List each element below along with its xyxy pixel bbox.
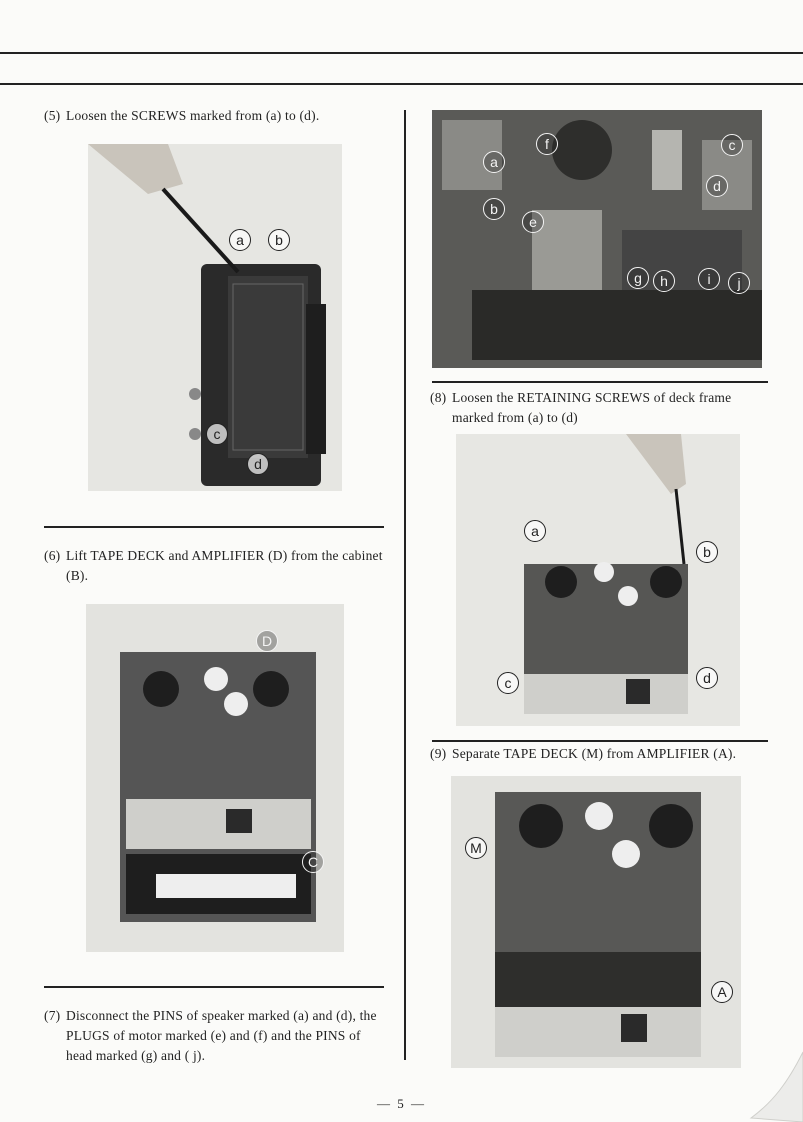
marker-b: b bbox=[483, 198, 505, 220]
marker-D: D bbox=[256, 630, 278, 652]
marker-h: h bbox=[653, 270, 675, 292]
marker-a: a bbox=[229, 229, 251, 251]
step-6-photo bbox=[86, 604, 344, 952]
page-corner-curl bbox=[743, 1042, 803, 1122]
header-rule-bottom bbox=[0, 83, 803, 85]
marker-M: M bbox=[465, 837, 487, 859]
marker-g: g bbox=[627, 267, 649, 289]
marker-A: A bbox=[711, 981, 733, 1003]
separator-5-6 bbox=[44, 526, 384, 528]
marker-C: C bbox=[302, 851, 324, 873]
separator-8-9 bbox=[432, 740, 768, 742]
marker-j: j bbox=[728, 272, 750, 294]
marker-i: i bbox=[698, 268, 720, 290]
marker-d: d bbox=[247, 453, 269, 475]
step-9-photo bbox=[451, 776, 741, 1068]
marker-a: a bbox=[483, 151, 505, 173]
step-7-caption: (7) Disconnect the PINS of speaker marked (a) and (d), the PLUGS of motor marked (e) and (f) and the PINS of head marked (g) and ( j). bbox=[44, 1008, 377, 1063]
separator-6-7 bbox=[44, 986, 384, 988]
step-9-caption: (9) Separate TAPE DECK (M) from AMPLIFIER (A). bbox=[430, 746, 737, 761]
column-divider bbox=[404, 110, 406, 1060]
page-number: — 5 — bbox=[377, 1096, 426, 1111]
marker-e: e bbox=[522, 211, 544, 233]
marker-d: c bbox=[497, 672, 519, 694]
step-5-caption: (5) Loosen the SCREWS marked from (a) to (d). bbox=[44, 108, 320, 123]
marker-c: a bbox=[524, 520, 546, 542]
marker-c: c bbox=[206, 423, 228, 445]
step-8-caption: (8) Loosen the RETAINING SCREWS of deck frame marked from (a) to (d) bbox=[430, 390, 732, 425]
header-rule-top bbox=[0, 52, 803, 54]
step-7-photo bbox=[432, 110, 762, 368]
marker-a: b bbox=[696, 541, 718, 563]
marker-f: f bbox=[536, 133, 558, 155]
marker-c: c bbox=[721, 134, 743, 156]
marker-b: d bbox=[696, 667, 718, 689]
separator-7-8 bbox=[432, 381, 768, 383]
marker-d: d bbox=[706, 175, 728, 197]
step-6-caption: (6) Lift TAPE DECK and AMPLIFIER (D) from the cabinet (B). bbox=[44, 548, 383, 583]
marker-b: b bbox=[268, 229, 290, 251]
